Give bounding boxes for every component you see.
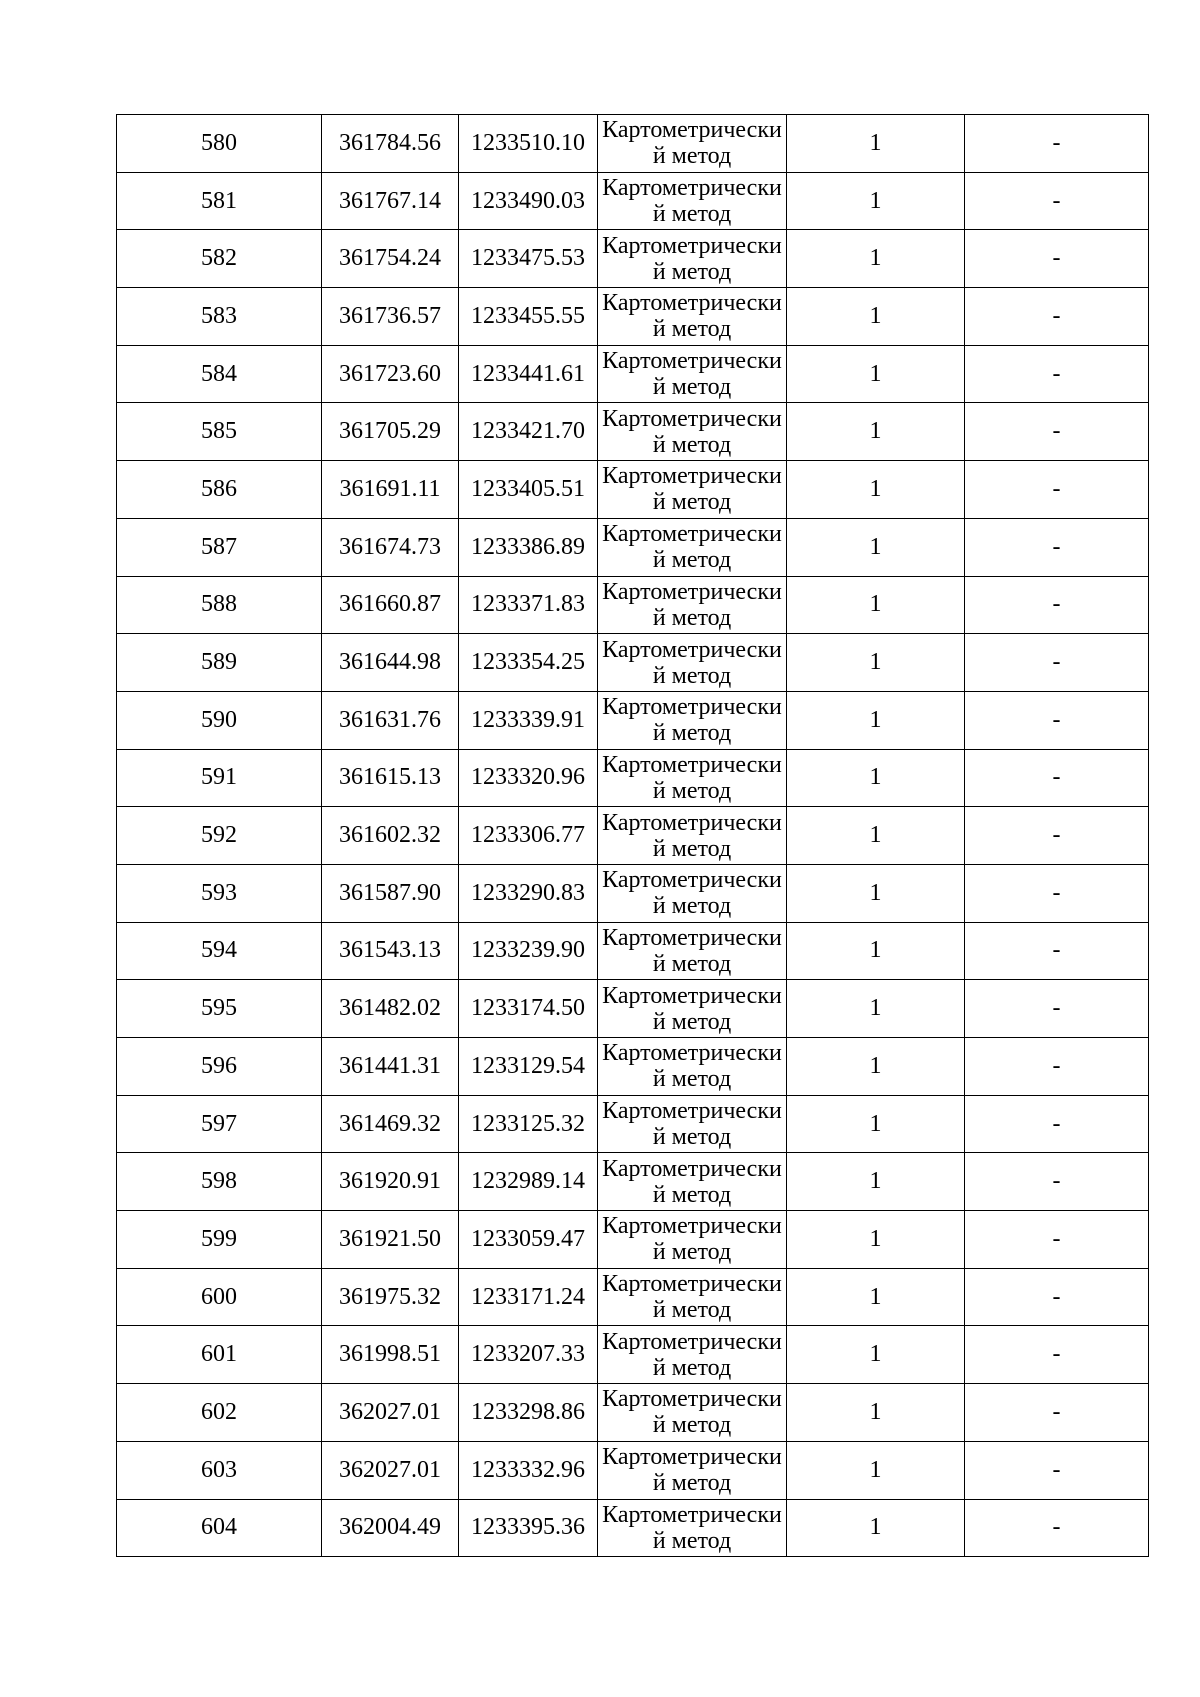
note-cell: - bbox=[965, 230, 1149, 288]
point-number-cell: 582 bbox=[117, 230, 322, 288]
note-cell: - bbox=[965, 1441, 1149, 1499]
method-cell: Картометрически й метод bbox=[598, 230, 787, 288]
coordinate-cell: 361998.51 bbox=[322, 1326, 459, 1384]
method-cell: Картометрически й метод bbox=[598, 749, 787, 807]
note-cell: - bbox=[965, 691, 1149, 749]
coordinate-cell: 1233510.10 bbox=[459, 115, 598, 173]
coordinate-cell: 362004.49 bbox=[322, 1499, 459, 1557]
table-row bbox=[117, 634, 1149, 692]
value-cell: 1 bbox=[787, 691, 965, 749]
note-cell: - bbox=[965, 1038, 1149, 1096]
method-cell: Картометрически й метод bbox=[598, 1499, 787, 1557]
point-number-cell: 583 bbox=[117, 288, 322, 346]
coordinate-cell: 361975.32 bbox=[322, 1268, 459, 1326]
point-number-cell: 604 bbox=[117, 1499, 322, 1557]
point-number-cell: 596 bbox=[117, 1038, 322, 1096]
table-row bbox=[117, 403, 1149, 461]
coordinate-cell: 1233354.25 bbox=[459, 634, 598, 692]
point-number-cell: 603 bbox=[117, 1441, 322, 1499]
method-cell: Картометрически й метод bbox=[598, 403, 787, 461]
table-row bbox=[117, 1268, 1149, 1326]
method-cell: Картометрически й метод bbox=[598, 807, 787, 865]
coordinate-cell: 1233405.51 bbox=[459, 461, 598, 519]
coordinate-cell: 1233421.70 bbox=[459, 403, 598, 461]
method-cell: Картометрически й метод bbox=[598, 922, 787, 980]
method-cell: Картометрически й метод bbox=[598, 576, 787, 634]
coordinate-cell: 1233339.91 bbox=[459, 691, 598, 749]
value-cell: 1 bbox=[787, 345, 965, 403]
value-cell: 1 bbox=[787, 922, 965, 980]
note-cell: - bbox=[965, 1499, 1149, 1557]
note-cell: - bbox=[965, 922, 1149, 980]
note-cell: - bbox=[965, 172, 1149, 230]
method-cell: Картометрически й метод bbox=[598, 345, 787, 403]
coordinate-cell: 1233290.83 bbox=[459, 864, 598, 922]
coordinate-cell: 1233174.50 bbox=[459, 980, 598, 1038]
coordinate-cell: 1233059.47 bbox=[459, 1211, 598, 1269]
coordinate-cell: 362027.01 bbox=[322, 1441, 459, 1499]
coordinate-cell: 361691.11 bbox=[322, 461, 459, 519]
value-cell: 1 bbox=[787, 980, 965, 1038]
coordinate-cell: 1233125.32 bbox=[459, 1095, 598, 1153]
table-row bbox=[117, 1038, 1149, 1096]
coordinate-cell: 1233371.83 bbox=[459, 576, 598, 634]
value-cell: 1 bbox=[787, 1326, 965, 1384]
point-number-cell: 597 bbox=[117, 1095, 322, 1153]
method-cell: Картометрически й метод bbox=[598, 980, 787, 1038]
table-row bbox=[117, 1441, 1149, 1499]
method-cell: Картометрически й метод bbox=[598, 634, 787, 692]
table-row bbox=[117, 864, 1149, 922]
table-row bbox=[117, 230, 1149, 288]
method-cell: Картометрически й метод bbox=[598, 461, 787, 519]
value-cell: 1 bbox=[787, 1038, 965, 1096]
value-cell: 1 bbox=[787, 576, 965, 634]
value-cell: 1 bbox=[787, 1153, 965, 1211]
coordinate-cell: 1233129.54 bbox=[459, 1038, 598, 1096]
table-row bbox=[117, 1326, 1149, 1384]
table-row bbox=[117, 1211, 1149, 1269]
table-row bbox=[117, 461, 1149, 519]
note-cell: - bbox=[965, 1095, 1149, 1153]
value-cell: 1 bbox=[787, 634, 965, 692]
coordinate-cell: 1233386.89 bbox=[459, 518, 598, 576]
table-row bbox=[117, 172, 1149, 230]
table-row bbox=[117, 980, 1149, 1038]
coordinate-cell: 1232989.14 bbox=[459, 1153, 598, 1211]
table-row bbox=[117, 1499, 1149, 1557]
method-cell: Картометрически й метод bbox=[598, 115, 787, 173]
value-cell: 1 bbox=[787, 288, 965, 346]
method-cell: Картометрически й метод bbox=[598, 1384, 787, 1442]
table-row bbox=[117, 691, 1149, 749]
value-cell: 1 bbox=[787, 749, 965, 807]
coordinate-cell: 361482.02 bbox=[322, 980, 459, 1038]
note-cell: - bbox=[965, 115, 1149, 173]
method-cell: Картометрически й метод bbox=[598, 1153, 787, 1211]
coordinate-cell: 1233455.55 bbox=[459, 288, 598, 346]
value-cell: 1 bbox=[787, 1211, 965, 1269]
table-row bbox=[117, 345, 1149, 403]
point-number-cell: 601 bbox=[117, 1326, 322, 1384]
table-row bbox=[117, 1384, 1149, 1442]
note-cell: - bbox=[965, 864, 1149, 922]
coordinate-cell: 361441.31 bbox=[322, 1038, 459, 1096]
value-cell: 1 bbox=[787, 1499, 965, 1557]
note-cell: - bbox=[965, 403, 1149, 461]
point-number-cell: 600 bbox=[117, 1268, 322, 1326]
value-cell: 1 bbox=[787, 115, 965, 173]
value-cell: 1 bbox=[787, 1095, 965, 1153]
point-number-cell: 580 bbox=[117, 115, 322, 173]
value-cell: 1 bbox=[787, 807, 965, 865]
coordinate-cell: 1233207.33 bbox=[459, 1326, 598, 1384]
note-cell: - bbox=[965, 288, 1149, 346]
coordinate-cell: 361469.32 bbox=[322, 1095, 459, 1153]
value-cell: 1 bbox=[787, 230, 965, 288]
coordinate-cell: 361615.13 bbox=[322, 749, 459, 807]
value-cell: 1 bbox=[787, 1441, 965, 1499]
method-cell: Картометрически й метод bbox=[598, 1441, 787, 1499]
point-number-cell: 589 bbox=[117, 634, 322, 692]
method-cell: Картометрически й метод bbox=[598, 1326, 787, 1384]
coordinate-cell: 361921.50 bbox=[322, 1211, 459, 1269]
note-cell: - bbox=[965, 749, 1149, 807]
value-cell: 1 bbox=[787, 461, 965, 519]
point-number-cell: 581 bbox=[117, 172, 322, 230]
method-cell: Картометрически й метод bbox=[598, 864, 787, 922]
method-cell: Картометрически й метод bbox=[598, 518, 787, 576]
method-cell: Картометрически й метод bbox=[598, 1211, 787, 1269]
point-number-cell: 594 bbox=[117, 922, 322, 980]
point-number-cell: 590 bbox=[117, 691, 322, 749]
point-number-cell: 602 bbox=[117, 1384, 322, 1442]
table-row bbox=[117, 518, 1149, 576]
coordinate-cell: 1233475.53 bbox=[459, 230, 598, 288]
note-cell: - bbox=[965, 461, 1149, 519]
note-cell: - bbox=[965, 807, 1149, 865]
value-cell: 1 bbox=[787, 1268, 965, 1326]
note-cell: - bbox=[965, 1211, 1149, 1269]
coordinate-cell: 1233298.86 bbox=[459, 1384, 598, 1442]
table-row bbox=[117, 749, 1149, 807]
point-number-cell: 599 bbox=[117, 1211, 322, 1269]
note-cell: - bbox=[965, 576, 1149, 634]
coordinate-cell: 1233490.03 bbox=[459, 172, 598, 230]
point-number-cell: 584 bbox=[117, 345, 322, 403]
note-cell: - bbox=[965, 980, 1149, 1038]
coordinate-cell: 1233239.90 bbox=[459, 922, 598, 980]
table-row bbox=[117, 288, 1149, 346]
point-number-cell: 595 bbox=[117, 980, 322, 1038]
coordinate-cell: 1233306.77 bbox=[459, 807, 598, 865]
coordinate-cell: 361736.57 bbox=[322, 288, 459, 346]
coordinate-cell: 361920.91 bbox=[322, 1153, 459, 1211]
table-row bbox=[117, 922, 1149, 980]
method-cell: Картометрически й метод bbox=[598, 288, 787, 346]
value-cell: 1 bbox=[787, 172, 965, 230]
coordinate-cell: 361602.32 bbox=[322, 807, 459, 865]
coordinate-cell: 1233320.96 bbox=[459, 749, 598, 807]
point-number-cell: 598 bbox=[117, 1153, 322, 1211]
coordinate-cell: 361543.13 bbox=[322, 922, 459, 980]
note-cell: - bbox=[965, 345, 1149, 403]
coordinate-cell: 1233441.61 bbox=[459, 345, 598, 403]
note-cell: - bbox=[965, 1153, 1149, 1211]
note-cell: - bbox=[965, 1268, 1149, 1326]
point-number-cell: 586 bbox=[117, 461, 322, 519]
point-number-cell: 585 bbox=[117, 403, 322, 461]
coordinate-cell: 361784.56 bbox=[322, 115, 459, 173]
point-number-cell: 592 bbox=[117, 807, 322, 865]
value-cell: 1 bbox=[787, 1384, 965, 1442]
method-cell: Картометрически й метод bbox=[598, 172, 787, 230]
coordinate-cell: 361705.29 bbox=[322, 403, 459, 461]
value-cell: 1 bbox=[787, 403, 965, 461]
coordinate-cell: 362027.01 bbox=[322, 1384, 459, 1442]
table-row bbox=[117, 1095, 1149, 1153]
point-number-cell: 587 bbox=[117, 518, 322, 576]
point-number-cell: 588 bbox=[117, 576, 322, 634]
coordinate-cell: 1233171.24 bbox=[459, 1268, 598, 1326]
method-cell: Картометрически й метод bbox=[598, 1038, 787, 1096]
value-cell: 1 bbox=[787, 864, 965, 922]
coordinate-cell: 1233395.36 bbox=[459, 1499, 598, 1557]
coordinates-table bbox=[116, 114, 1149, 1557]
point-number-cell: 593 bbox=[117, 864, 322, 922]
point-number-cell: 591 bbox=[117, 749, 322, 807]
coordinate-cell: 361660.87 bbox=[322, 576, 459, 634]
note-cell: - bbox=[965, 518, 1149, 576]
coordinate-cell: 361754.24 bbox=[322, 230, 459, 288]
coordinate-cell: 361767.14 bbox=[322, 172, 459, 230]
value-cell: 1 bbox=[787, 518, 965, 576]
method-cell: Картометрически й метод bbox=[598, 691, 787, 749]
coordinate-cell: 361644.98 bbox=[322, 634, 459, 692]
coordinate-cell: 361631.76 bbox=[322, 691, 459, 749]
coordinate-cell: 1233332.96 bbox=[459, 1441, 598, 1499]
table-row bbox=[117, 576, 1149, 634]
note-cell: - bbox=[965, 634, 1149, 692]
table-row bbox=[117, 115, 1149, 173]
note-cell: - bbox=[965, 1384, 1149, 1442]
coordinate-cell: 361674.73 bbox=[322, 518, 459, 576]
table-row bbox=[117, 1153, 1149, 1211]
table-row bbox=[117, 807, 1149, 865]
method-cell: Картометрически й метод bbox=[598, 1095, 787, 1153]
coordinate-cell: 361587.90 bbox=[322, 864, 459, 922]
method-cell: Картометрически й метод bbox=[598, 1268, 787, 1326]
coordinate-cell: 361723.60 bbox=[322, 345, 459, 403]
note-cell: - bbox=[965, 1326, 1149, 1384]
